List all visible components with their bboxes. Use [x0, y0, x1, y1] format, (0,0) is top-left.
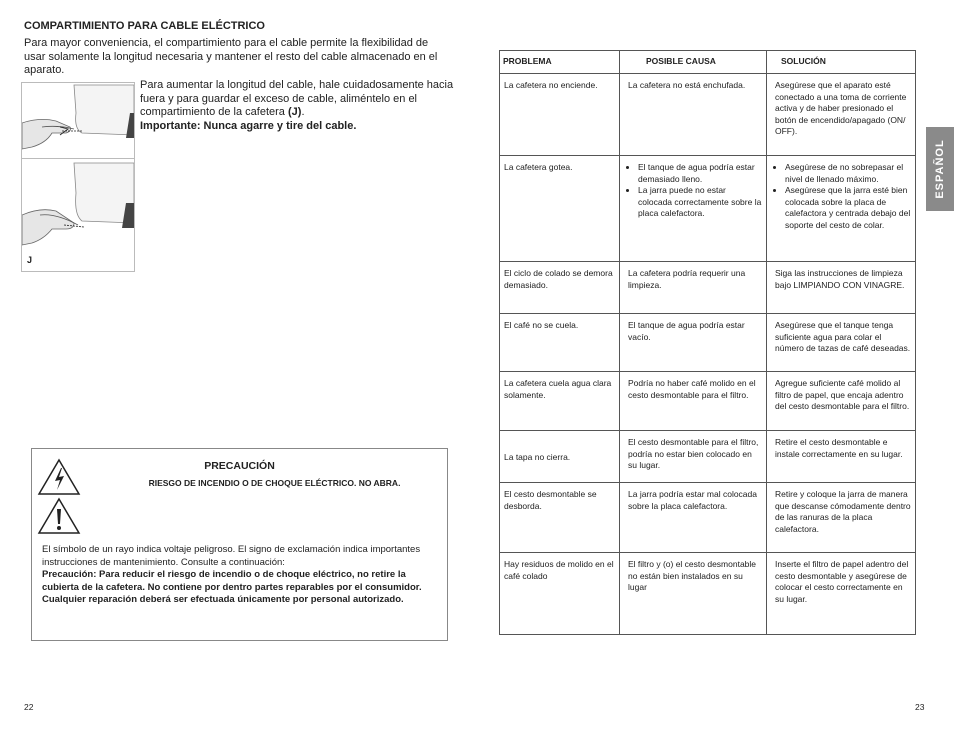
- table-row: [500, 431, 916, 483]
- header-problem: PROBLEMA: [500, 51, 620, 74]
- solution-cell: [767, 156, 916, 262]
- table-row: [500, 483, 916, 553]
- list-item: • Asegúrese que la jarra esté bien colocada sobre la placa de calefactora y centrada debajo del soporte del cesto de colar.: [785, 185, 911, 231]
- important-note: Importante: Nunca agarre y tire del cable.: [140, 119, 357, 132]
- caution-explanation: El símbolo de un rayo indica voltaje peligroso. El signo de exclamación indica importantes instrucciones de mantenimiento. Consulte a continuación:: [42, 544, 421, 568]
- table-header-row: [500, 51, 916, 74]
- problem-cell: La cafetera gotea.: [500, 156, 620, 262]
- troubleshooting-table: [499, 50, 916, 635]
- caution-subtitle: RIESGO DE INCENDIO O DE CHOQUE ELÉCTRICO. NO ABRA.: [148, 478, 401, 488]
- header-cause: POSIBLE CAUSA: [620, 51, 767, 74]
- caution-box: [31, 448, 448, 641]
- table-row: [500, 553, 916, 635]
- language-tab-label: ESPAÑOL: [934, 139, 946, 199]
- instruction-text: Para aumentar la longitud del cable, hale cuidadosamente hacia fuera y para guardar el exceso de cable, aliméntelo en el compartimiento de la cafetera: [140, 79, 454, 118]
- illustration-divider: [22, 158, 134, 159]
- solution-list: [775, 162, 911, 231]
- page-number-left: 22: [24, 702, 34, 712]
- caution-body: [42, 544, 435, 607]
- cause-cell: El cesto desmontable para el filtro, podría no estar bien colocado en su lugar.: [620, 431, 767, 483]
- problem-cell: La cafetera cuela agua clara solamente.: [500, 372, 620, 431]
- language-tab: [926, 127, 954, 211]
- solution-cell: Asegúrese que el aparato esté conectado a una toma de corriente activa y de haber presionado el botón de encendido/apagado (ON/ OFF).: [767, 74, 916, 156]
- cause-cell: El filtro y (o) el cesto desmontable no están bien instalados en su lugar: [620, 553, 767, 635]
- problem-cell: El cesto desmontable se desborda.: [500, 483, 620, 553]
- problem-cell: La cafetera no enciende.: [500, 74, 620, 156]
- caution-title: PRECAUCIÓN: [204, 460, 275, 472]
- figure-label: J: [27, 255, 33, 265]
- problem-cell: Hay residuos de molido en el café colado: [500, 553, 620, 635]
- page-number-right: 23: [915, 702, 925, 712]
- cause-cell: El tanque de agua podría estar vacío.: [620, 314, 767, 372]
- cause-list: [628, 162, 762, 220]
- intro-paragraph: Para mayor conveniencia, el compartimiento para el cable permite la flexibilidad de usar solamente la longitud necesaria y mantener el resto del cable almacenado en el aparato.: [24, 37, 438, 76]
- list-item: • Asegúrese de no sobrepasar el nivel de llenado máximo.: [785, 162, 911, 185]
- solution-cell: Inserte el filtro de papel adentro del cesto desmontable y asegúrese de colocar el cesto correctamente en su lugar.: [767, 553, 916, 635]
- header-solution: SOLUCIÓN: [767, 51, 916, 74]
- problem-cell: La tapa no cierra.: [500, 431, 620, 483]
- solution-cell: Retire el cesto desmontable e instale correctamente en su lugar.: [767, 431, 916, 483]
- solution-cell: Retire y coloque la jarra de manera que descanse cómodamente dentro de las ranuras de la placa calefactora.: [767, 483, 916, 553]
- section-title: COMPARTIMIENTO PARA CABLE ELÉCTRICO: [24, 20, 265, 32]
- solution-cell: Siga las instrucciones de limpieza bajo LIMPIANDO CON VINAGRE.: [767, 262, 916, 314]
- problem-cell: El café no se cuela.: [500, 314, 620, 372]
- table-row: [500, 74, 916, 156]
- solution-cell: Agregue suficiente café molido al filtro de papel, que encaja adentro del cesto desmontable para el filtro.: [767, 372, 916, 431]
- cause-cell: La cafetera podría requerir una limpieza.: [620, 262, 767, 314]
- table-row: [500, 156, 916, 262]
- instruction-paragraph: [140, 79, 458, 133]
- cause-cell: [620, 156, 767, 262]
- cause-cell: La jarra podría estar mal colocada sobre la placa calefactora.: [620, 483, 767, 553]
- cord-storage-illustration: [21, 82, 135, 272]
- exclamation-warning-icon: [37, 497, 81, 540]
- list-item: • El tanque de agua podría estar demasiado lleno.: [638, 162, 762, 185]
- problem-cell: El ciclo de colado se demora demasiado.: [500, 262, 620, 314]
- caution-warning: Precaución: Para reducir el riesgo de incendio o de choque eléctrico, no retire la cubierta de la cafetera. No contiene por dentro partes reparables por el consumidor. Cualquier reparación deberá ser efectuada únicamente por personal autorizado.: [42, 569, 422, 605]
- solution-cell: Asegúrese que el tanque tenga suficiente agua para colar el número de tazas de café deseadas.: [767, 314, 916, 372]
- table-row: [500, 314, 916, 372]
- instruction-end: .: [301, 106, 305, 118]
- table-row: [500, 372, 916, 431]
- list-item: • La jarra puede no estar colocada correctamente sobre la placa calefactora.: [638, 185, 762, 220]
- cause-cell: Podría no haber café molido en el cesto desmontable para el filtro.: [620, 372, 767, 431]
- cause-cell: La cafetera no está enchufada.: [620, 74, 767, 156]
- figure-reference: (J): [287, 106, 302, 118]
- table-row: [500, 262, 916, 314]
